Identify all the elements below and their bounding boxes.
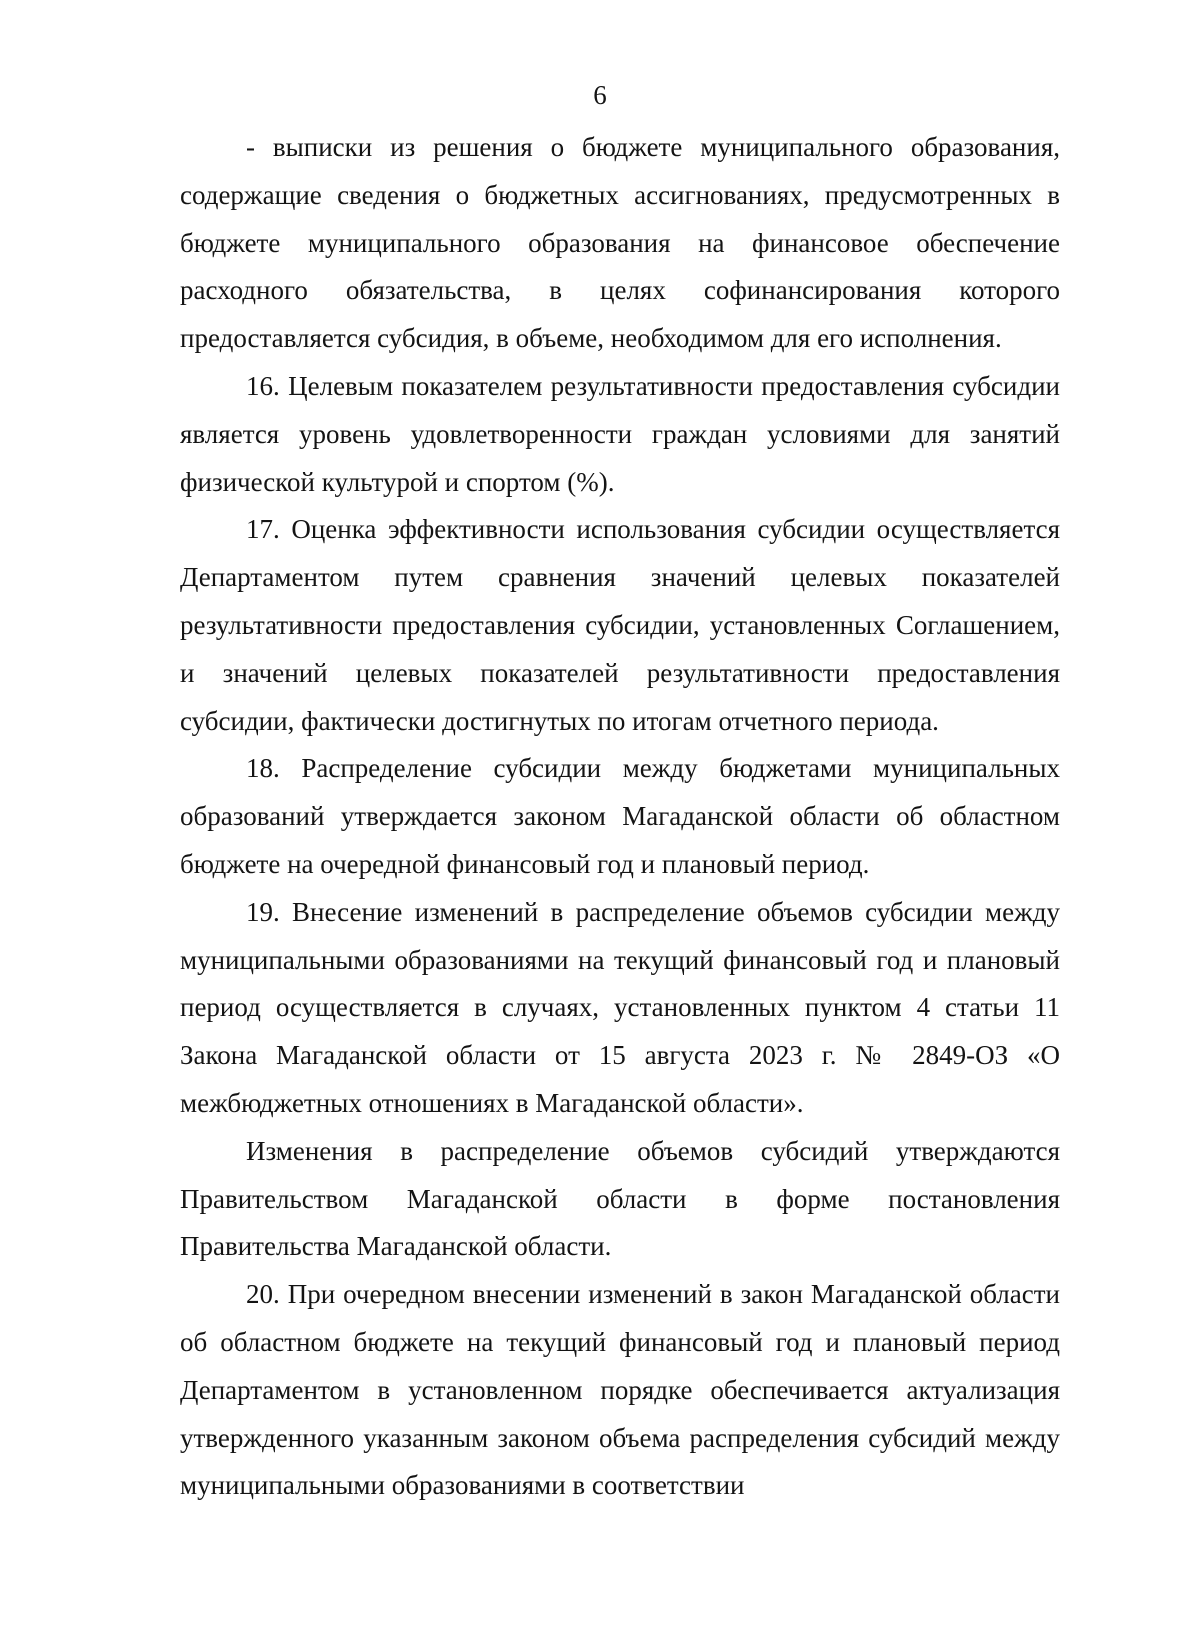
paragraph-16: 16. Целевым показателем результативности предоставления субсидии является уровень удовлетворенности граждан условиями для занятий физической культурой и спортом (%). (180, 370, 1060, 497)
paragraph-18: 18. Распределение субсидии между бюджетами муниципальных образований утверждается законом Магаданской области об областном бюджете на очередной финансовый год и плановый период. (180, 753, 1060, 879)
document-body (180, 124, 1060, 1510)
page-number: 6 (593, 80, 607, 110)
paragraph-19: 19. Внесение изменений в распределение объемов субсидии между муниципальными образованиями на текущий финансовый год и плановый период осуществляется в случаях, установленных пунктом 4 статьи 11 Закона Магаданской области от 15 августа 2023 г. № 2849-ОЗ «О межбюджетных отношениях в Магаданской области». (180, 896, 1060, 1118)
paragraph-changes-approval: Изменения в распределение объемов субсидий утверждаются Правительством Магаданской области в форме постановления Правительства Магаданской области. (180, 1135, 1060, 1262)
paragraph-budget-extract: - выписки из решения о бюджете муниципального образования, содержащие сведения о бюджетных ассигнованиях, предусмотренных в бюджете муниципального образования на финансовое обеспечение расходного обязательства, в целях софинансирования которого предоставляется субсидия, в объеме, необходимом для его исполнения. (180, 132, 1060, 354)
paragraph-20: 20. При очередном внесении изменений в закон Магаданской области об областном бюджете на текущий финансовый год и плановый период Департаментом в установленном порядке обеспечивается актуализация утвержденного указанным законом объема распределения субсидий между муниципальными образованиями в соответствии (180, 1279, 1060, 1501)
paragraph-17: 17. Оценка эффективности использования субсидии осуществляется Департаментом путем сравнения значений целевых показателей результативности предоставления субсидии, установленных Соглашением, и значений целевых показателей результативности предоставления субсидии, фактически достигнутых по итогам отчетного периода. (180, 514, 1060, 736)
